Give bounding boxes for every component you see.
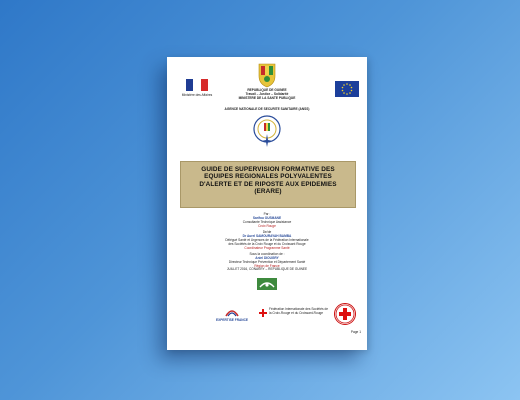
author1-role: Consultante Technique Assistance bbox=[242, 220, 292, 224]
date-text: JUILLET 2016, CONAKRY – REPUBLIQUE DE GUINEE bbox=[226, 267, 308, 271]
title-line-2: EQUIPES REGIONALES POLYVALENTES bbox=[204, 173, 332, 181]
expertise-france-text: EXPERTISE FRANCE bbox=[215, 318, 249, 322]
author1-org: Croix Rouge bbox=[258, 224, 276, 228]
par-label: Par : bbox=[263, 212, 271, 216]
author2-name: Dr Aurel SAMOURAYAH BAMBA bbox=[242, 234, 292, 238]
author1-name: Sarifou OUSMANE bbox=[252, 216, 282, 220]
document-title bbox=[181, 162, 355, 195]
author2-line2: des Sociétés de la Croix Rouge et du Croissant Rouge bbox=[228, 242, 306, 246]
france-flag-icon bbox=[186, 79, 208, 91]
author2-line1: Délégué Santé et Urgences de la Fédération Internationale bbox=[225, 238, 309, 242]
motto-text: Travail – Justice – Solidarité bbox=[245, 92, 289, 96]
federation-text: Fédération Internationale des Sociétés de la Croix-Rouge et du Croissant-Rouge bbox=[269, 307, 329, 315]
coord-role2: Région de France bbox=[254, 264, 280, 268]
agency-text: AGENCE NATIONALE DE SECURITE SANITAIRE (ANSS) bbox=[224, 107, 310, 111]
title-line-4: (ERARE) bbox=[254, 187, 282, 195]
document-cover bbox=[167, 57, 367, 350]
credits-block bbox=[197, 212, 337, 268]
coord-name: Aniel DIOUGRY bbox=[255, 256, 279, 260]
coord-role1: Directeur Technique Prévention et Département Santé bbox=[228, 260, 306, 264]
title-box bbox=[180, 161, 356, 208]
page-number: Page 1 bbox=[350, 330, 361, 334]
title-line-3: D'ALERTE ET DE RIPOSTE AUX EPIDEMIES bbox=[199, 180, 337, 188]
anss-emblem-icon bbox=[251, 114, 283, 148]
title-line-1: GUIDE DE SUPERVISION FORMATIVE DES bbox=[201, 166, 335, 173]
ministry-text: MINISTERE DE LA SANTE PUBLIQUE bbox=[238, 96, 296, 100]
france-ministry-text: Ministère des Affaires bbox=[181, 93, 213, 97]
guinea-crest-icon bbox=[255, 62, 279, 88]
republic-text: REPUBLIQUE DE GUINEE bbox=[247, 88, 287, 92]
guinea-red-cross-logo-icon bbox=[334, 303, 356, 325]
author2-line3: Coordinateur Programme Santé bbox=[244, 246, 290, 250]
partner-logo-icon bbox=[257, 278, 277, 290]
coord-label: Sous la coordination de : bbox=[249, 252, 285, 256]
de-label: De/de bbox=[262, 230, 272, 234]
expertise-france-logo-icon bbox=[224, 306, 240, 318]
eu-flag-icon bbox=[335, 81, 359, 97]
red-cross-icon bbox=[259, 309, 267, 317]
guinea-header bbox=[217, 88, 317, 100]
